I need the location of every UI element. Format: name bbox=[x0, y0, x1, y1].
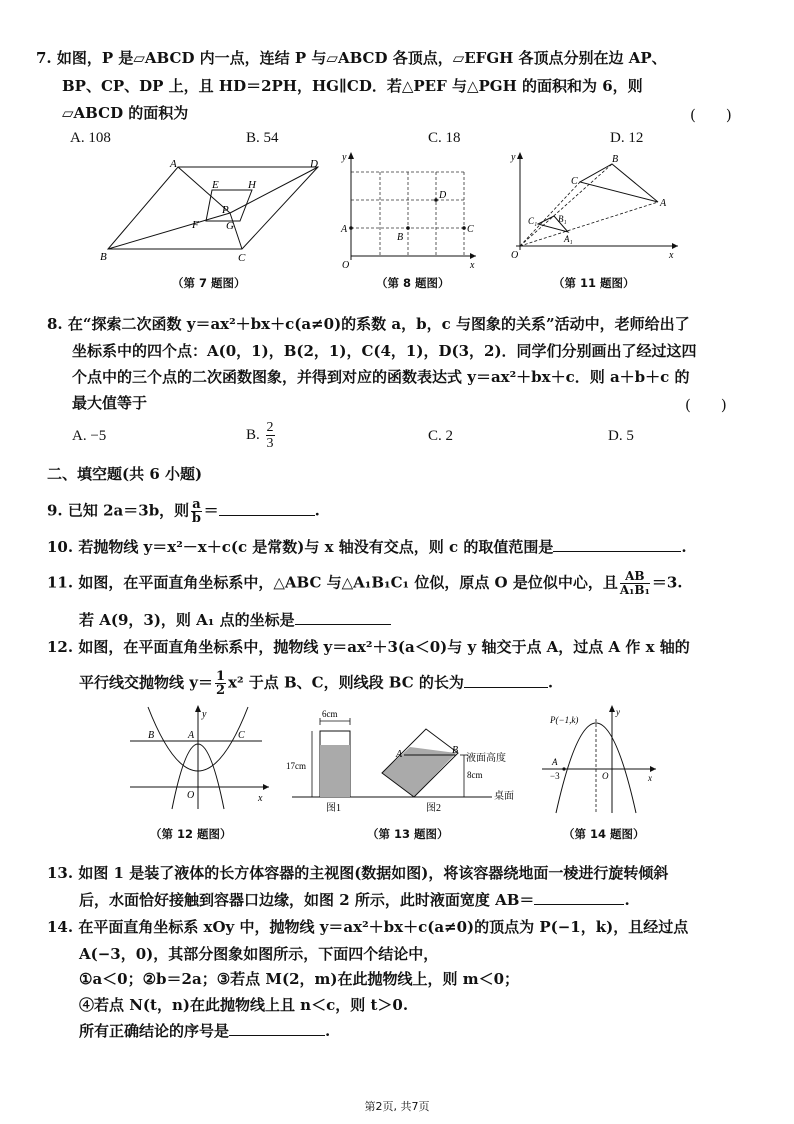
q14-line3: ①a＜0；②b＝2a；③若点 M(2，m)在此抛物线上，则 m＜0； bbox=[79, 970, 520, 988]
q14-line1: 14. 在平面直角坐标系 xOy 中，抛物线 y＝ax²＋bx＋c(a≠0)的顶点为 P(−1，k)，且经过点 bbox=[47, 918, 689, 936]
figure-12-caption: （第 12 题图） bbox=[150, 827, 232, 841]
q11-line2 bbox=[79, 609, 391, 631]
figure-11-similar-triangles bbox=[508, 150, 683, 265]
fig8-origin-label: O bbox=[342, 260, 350, 270]
figure-13-containers bbox=[286, 705, 531, 817]
fig12-origin-label: O bbox=[187, 790, 195, 801]
q13-line2 bbox=[79, 889, 630, 911]
figure-8-grid bbox=[338, 150, 478, 270]
q12-line1: 12. 如图，在平面直角坐标系中，抛物线 y＝ax²＋3(a＜0)与 y 轴交于点 A，过点 A 作 x 轴的 bbox=[47, 638, 690, 656]
q12-fraction bbox=[215, 670, 226, 697]
fig7-label-c: C bbox=[238, 252, 246, 264]
q8-answer-paren: ( ) bbox=[685, 396, 727, 414]
q14-line4: ④若点 N(t，n)在此抛物线上且 n＜c，则 t＞0. bbox=[79, 996, 409, 1014]
q14-answer-blank[interactable] bbox=[229, 1021, 325, 1036]
q8-option-b-prefix: B. bbox=[246, 426, 260, 443]
fig14-y-label: y bbox=[616, 707, 620, 717]
section-2-heading: 二、填空题(共 6 小题) bbox=[47, 465, 203, 483]
fig8-label-b: B bbox=[397, 232, 404, 243]
q7-option-b: B. 54 bbox=[246, 130, 279, 146]
fig7-label-g: G bbox=[226, 220, 234, 232]
q9-prefix: 9. 已知 2a＝3b，则 bbox=[47, 501, 190, 520]
q8-option-b-fraction bbox=[266, 420, 275, 451]
figure-8-caption: （第 8 题图） bbox=[376, 276, 450, 290]
fig8-x-label: x bbox=[470, 260, 475, 270]
q9-answer-blank[interactable] bbox=[219, 501, 315, 516]
q9-line bbox=[47, 498, 320, 525]
q11-line1 bbox=[47, 570, 683, 597]
q11-text: 11. 如图，在平面直角坐标系中，△ABC 与△A₁B₁C₁ 位似，原点 O 是位似中心，且 bbox=[47, 573, 618, 592]
fig7-label-e: E bbox=[212, 179, 219, 191]
liquid-upright bbox=[320, 745, 350, 797]
q10-line bbox=[47, 536, 687, 558]
fig14-label-minus3: −3 bbox=[550, 771, 560, 781]
fig12-label-c: C bbox=[238, 730, 245, 741]
fig13-width-label: 6cm bbox=[322, 709, 338, 719]
q8-option-d: D. 5 bbox=[608, 428, 634, 444]
fig8-label-d: D bbox=[439, 190, 447, 201]
fig7-label-h: H bbox=[248, 179, 256, 191]
q14-line2: A(−3，0)，其部分图象如图所示，下面四个结论中， bbox=[79, 945, 439, 963]
fig8-label-a: A bbox=[341, 224, 348, 235]
fig13-height-label: 17cm bbox=[286, 761, 306, 771]
q13-end: . bbox=[624, 891, 630, 909]
q14-text5: 所有正确结论的序号是 bbox=[79, 1022, 230, 1040]
fig12-x-label: x bbox=[258, 793, 263, 804]
fig13-label-b: B bbox=[452, 745, 459, 756]
q9-denominator: b bbox=[191, 511, 201, 526]
q11-denominator: A₁B₁ bbox=[619, 583, 650, 597]
fig14-label-p: P(−1,k) bbox=[550, 715, 579, 725]
figure-13-caption: （第 13 题图） bbox=[367, 827, 449, 841]
fig11-x-label: x bbox=[669, 250, 674, 261]
figure-7-parallelogram bbox=[100, 155, 330, 265]
q12-answer-blank[interactable] bbox=[464, 673, 548, 688]
q12-prefix: 平行线交抛物线 y＝ bbox=[79, 673, 213, 692]
figure-14-parabola bbox=[540, 705, 660, 817]
fig8-label-c: C bbox=[467, 224, 474, 235]
fig12-label-a: A bbox=[188, 730, 195, 741]
fig7-label-f: F bbox=[192, 219, 199, 231]
q12-numerator: 1 bbox=[215, 669, 225, 684]
q7-line3: ▱ABCD 的面积为 bbox=[62, 104, 189, 122]
fig14-origin-label: O bbox=[602, 771, 609, 781]
q8-option-b-numerator: 2 bbox=[266, 420, 274, 435]
fig13-depth-label: 8cm bbox=[467, 770, 483, 780]
q7-option-d: D. 12 bbox=[610, 130, 644, 146]
fig12-label-b: B bbox=[148, 730, 155, 741]
page-footer: 第2页, 共7页 bbox=[364, 1100, 430, 1113]
q8-line3: 个点中的三个点的二次函数图象，并得到对应的函数表达式 y＝ax²＋bx＋c．则 a＋b＋c 的 bbox=[72, 368, 690, 386]
q11-numerator: AB bbox=[620, 570, 650, 584]
figure-14-caption: （第 14 题图） bbox=[563, 827, 645, 841]
q9-equals: ＝ bbox=[203, 501, 219, 520]
q9-fraction bbox=[191, 498, 201, 525]
fig11-y-label: y bbox=[511, 152, 516, 163]
q10-answer-blank[interactable] bbox=[553, 537, 681, 552]
q7-line2: BP、CP、DP 上，且 HD＝2PH，HG∥CD．若△PEF 与△PGH 的面积和为 6，则 bbox=[62, 77, 643, 95]
fig7-label-b: B bbox=[100, 251, 107, 263]
q11-fraction bbox=[620, 570, 650, 597]
q11-text2: 若 A(9，3)，则 A₁ 点的坐标是 bbox=[79, 611, 295, 629]
q11-tail: ＝3. bbox=[651, 573, 683, 592]
fig11-label-a1: A₁ bbox=[564, 234, 573, 244]
q12-suffix: x² 于点 B、C，则线段 BC 的长为 bbox=[228, 673, 464, 692]
fig13-desk-label: 桌面 bbox=[494, 791, 514, 802]
q8-line4: 最大值等于 bbox=[72, 394, 148, 412]
fig11-origin-label: O bbox=[511, 250, 519, 261]
fig12-y-label: y bbox=[202, 709, 207, 720]
figure-11-caption: （第 11 题图） bbox=[553, 276, 635, 290]
fig13-label-a: A bbox=[396, 749, 403, 760]
fig14-x-label: x bbox=[648, 773, 652, 783]
fig13-level-label: 液面高度 bbox=[466, 753, 506, 764]
q8-line2: 坐标系中的四个点：A(0，1)，B(2，1)，C(4，1)，D(3，2)．同学们分别画出了经过这四 bbox=[72, 342, 697, 360]
q10-text: 10. 若抛物线 y＝x²－x＋c(c 是常数)与 x 轴没有交点，则 c 的取值范围是 bbox=[47, 538, 554, 556]
fig14-label-a: A bbox=[552, 757, 558, 767]
q14-end: . bbox=[325, 1022, 331, 1040]
fig11-label-b: B bbox=[612, 154, 619, 165]
fig11-label-a: A bbox=[660, 198, 667, 209]
q13-answer-blank[interactable] bbox=[534, 890, 624, 905]
fig13-caption-fig2: 图2 bbox=[426, 803, 441, 814]
q8-option-c: C. 2 bbox=[428, 428, 454, 444]
q12-denominator: 2 bbox=[215, 683, 225, 698]
q7-option-a: A. 108 bbox=[70, 130, 111, 146]
q10-end: . bbox=[681, 538, 687, 556]
q8-option-b-denominator: 3 bbox=[266, 436, 274, 451]
fig11-label-b1: B₁ bbox=[558, 214, 567, 224]
fig7-label-d: D bbox=[310, 158, 318, 170]
fig11-label-c1: C₁ bbox=[528, 216, 538, 226]
fig13-caption-fig1: 图1 bbox=[326, 803, 341, 814]
fig7-label-a: A bbox=[170, 158, 177, 170]
fig7-label-p: P bbox=[222, 204, 229, 216]
fig8-y-label: y bbox=[342, 152, 347, 163]
q9-end: . bbox=[314, 501, 320, 520]
q12-end: . bbox=[547, 673, 554, 692]
q12-line2 bbox=[79, 670, 553, 697]
q8-option-b bbox=[246, 420, 277, 451]
q11-answer-blank[interactable] bbox=[295, 610, 391, 625]
q7-line1: 7. 如图，P 是▱ABCD 内一点，连结 P 与▱ABCD 各顶点，▱EFGH 各顶点分别在边 AP、 bbox=[36, 49, 667, 67]
q8-option-a: A. −5 bbox=[72, 428, 107, 444]
q13-text2: 后，水面恰好接触到容器口边缘，如图 2 所示，此时液面宽度 AB＝ bbox=[79, 891, 535, 909]
q13-line1: 13. 如图 1 是装了液体的长方体容器的主视图(数据如图)，将该容器绕地面一棱进行旋转倾斜 bbox=[47, 864, 669, 882]
q14-line5 bbox=[79, 1020, 330, 1042]
figure-12-parabolas bbox=[124, 705, 274, 815]
figure-7-caption: （第 7 题图） bbox=[172, 276, 246, 290]
fig11-label-c: C bbox=[571, 176, 578, 187]
q9-numerator: a bbox=[192, 497, 201, 512]
q7-option-c: C. 18 bbox=[428, 130, 461, 146]
q8-line1: 8. 在“探索二次函数 y＝ax²＋bx＋c(a≠0)的系数 a，b，c 与图象的关系”活动中，老师给出了 bbox=[47, 315, 690, 333]
q7-answer-paren: ( ) bbox=[690, 106, 732, 124]
